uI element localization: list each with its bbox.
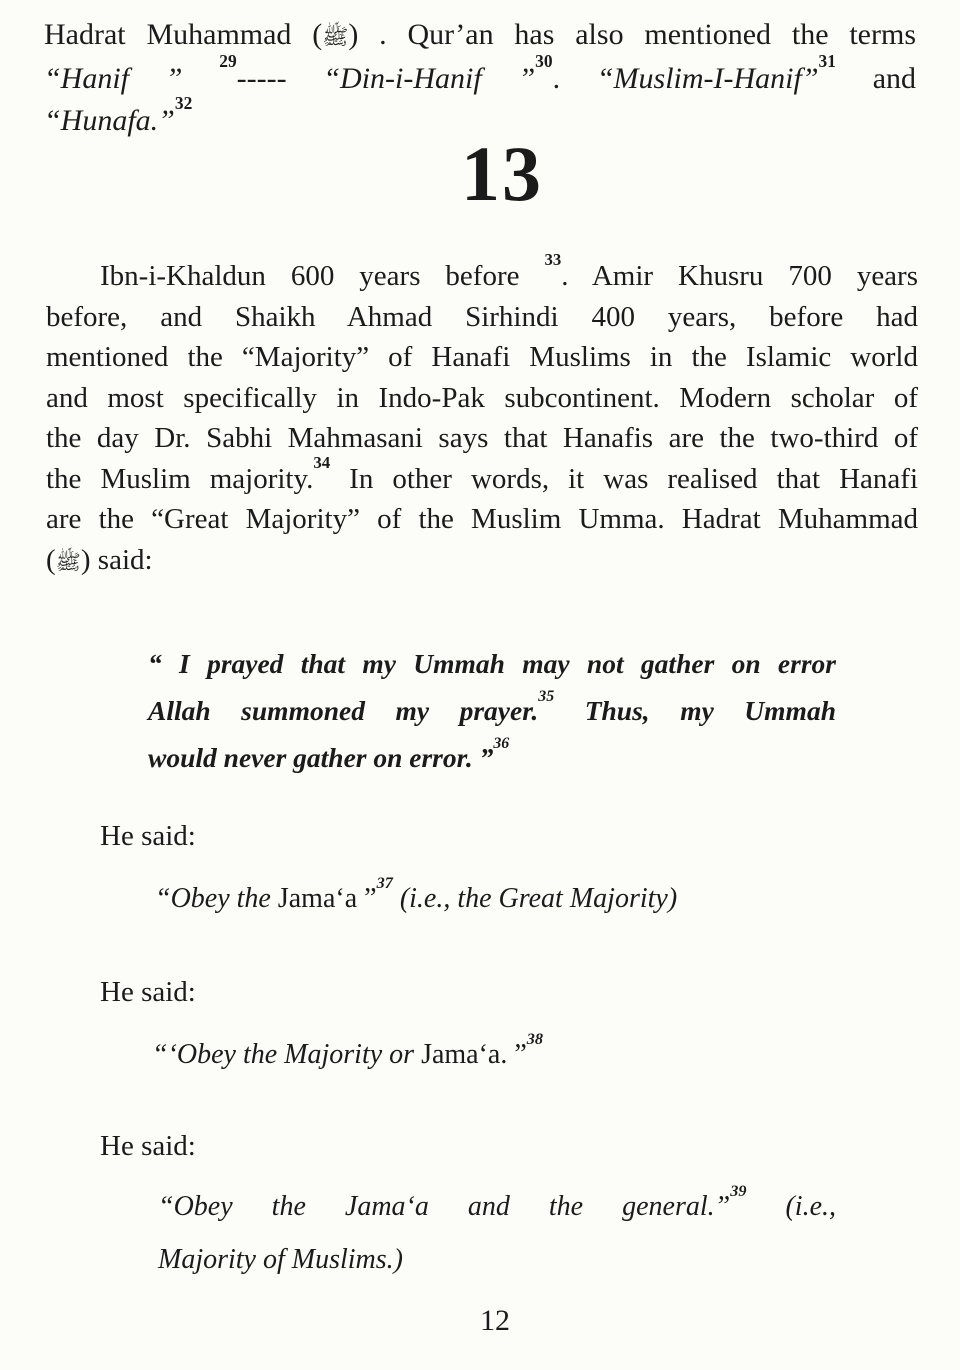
footnote-ref: 31: [818, 51, 836, 72]
text-line: [46, 540, 918, 583]
text-segment: Thus, my Ummah: [554, 695, 836, 726]
text-line: [46, 418, 918, 459]
text-segment: ) said:: [80, 543, 153, 576]
text-line: [46, 452, 918, 500]
footnote-ref: 33: [544, 250, 562, 270]
text-segment: “Obey the: [155, 883, 278, 914]
chapter-number: 13: [461, 130, 543, 217]
text-segment: “Muslim-I-Hanif”: [596, 62, 819, 95]
text-segment: and most specifically in Indo-Pak subcontinent. Modern scholar of: [46, 381, 918, 414]
text-segment: Jama‘a. ”: [421, 1039, 527, 1070]
footnote-ref: 34: [313, 452, 331, 472]
chapter-heading: [0, 130, 960, 217]
text-segment: Hadrat Muhammad (: [44, 18, 323, 51]
text-line: [148, 734, 836, 781]
text-segment: ) . Qur’an has also mentioned the terms: [348, 18, 916, 51]
text-segment: (i.e., the Great Majority): [392, 883, 678, 914]
footnote-ref: 36: [493, 735, 510, 753]
text-line: [158, 1233, 836, 1286]
text-segment: In other words, it was realised that Hanafi: [330, 462, 918, 495]
hadith-quote: [152, 1028, 792, 1081]
text-line: [148, 687, 836, 734]
text-segment: (i.e.,: [746, 1191, 836, 1222]
footnote-ref: 37: [376, 873, 393, 892]
body-paragraph: [46, 250, 918, 582]
text-segment: mentioned the “Majority” of Hanafi Muslims in the Islamic world: [46, 341, 918, 373]
text-segment: and: [835, 62, 917, 95]
text-line: [158, 1180, 836, 1233]
text-segment: “‘Obey the Majority or: [152, 1039, 422, 1070]
text-segment: He said:: [100, 820, 196, 852]
text-segment: 12: [480, 1304, 510, 1337]
text-segment: Allah summoned my prayer.: [148, 695, 539, 726]
text-segment: .: [552, 62, 597, 95]
he-said-label: [100, 974, 400, 1010]
text-line: [148, 640, 836, 687]
pbuh-symbol: ﷺ: [55, 549, 81, 574]
text-line: [46, 499, 918, 540]
text-segment: are the “Great Majority” of the Muslim Umma. Hadrat Muhammad: [46, 503, 918, 535]
text-segment: before, and Shaikh Ahmad Sirhindi 400 years, before had: [46, 300, 918, 333]
text-segment: Majority of Muslims.): [158, 1244, 403, 1275]
page-number: [0, 1304, 960, 1338]
text-segment: the day Dr. Sabhi Mahmasani says that Hanafis are the two-third of: [46, 422, 918, 454]
text-line: [46, 337, 918, 378]
text-segment: “Din-i-Hanif ”: [323, 62, 536, 95]
footnote-ref: 39: [730, 1181, 747, 1200]
footnote-ref: 38: [526, 1029, 544, 1048]
text-segment: -----: [236, 62, 324, 95]
pbuh-symbol: ﷺ: [322, 25, 349, 49]
text-segment: would never gather on error. ”: [148, 742, 494, 773]
text-line: [46, 378, 918, 419]
text-segment: (: [46, 543, 56, 576]
footnote-ref: 30: [535, 51, 553, 72]
footnote-ref: 32: [174, 93, 193, 114]
text-segment: Ibn-i-Khaldun 600 years before: [100, 260, 545, 292]
text-segment: “Obey the Jama‘a and the general.”: [158, 1191, 731, 1222]
text-segment: He said:: [100, 1130, 196, 1162]
text-segment: Jama‘a ”: [277, 883, 377, 914]
text-line: [46, 297, 918, 338]
text-segment: “ I prayed that my Ummah may not gather on error: [148, 648, 836, 679]
footnote-ref: 29: [219, 51, 237, 72]
text-segment: “Hunafa.”: [44, 104, 175, 137]
he-said-label: [100, 818, 400, 854]
hadith-quote: [158, 1180, 836, 1286]
text-segment: the Muslim majority.: [46, 462, 314, 495]
page-continuation-text: [44, 14, 916, 142]
text-line: [44, 14, 916, 58]
hadith-blockquote: [148, 640, 836, 781]
text-segment: “Hanif ”: [44, 62, 220, 95]
text-line: [46, 250, 918, 297]
hadith-quote: [155, 872, 795, 925]
text-segment: . Amir Khusru 700 years: [561, 260, 918, 292]
footnote-ref: 35: [538, 688, 555, 706]
text-segment: He said:: [100, 976, 196, 1008]
he-said-label: [100, 1128, 400, 1164]
